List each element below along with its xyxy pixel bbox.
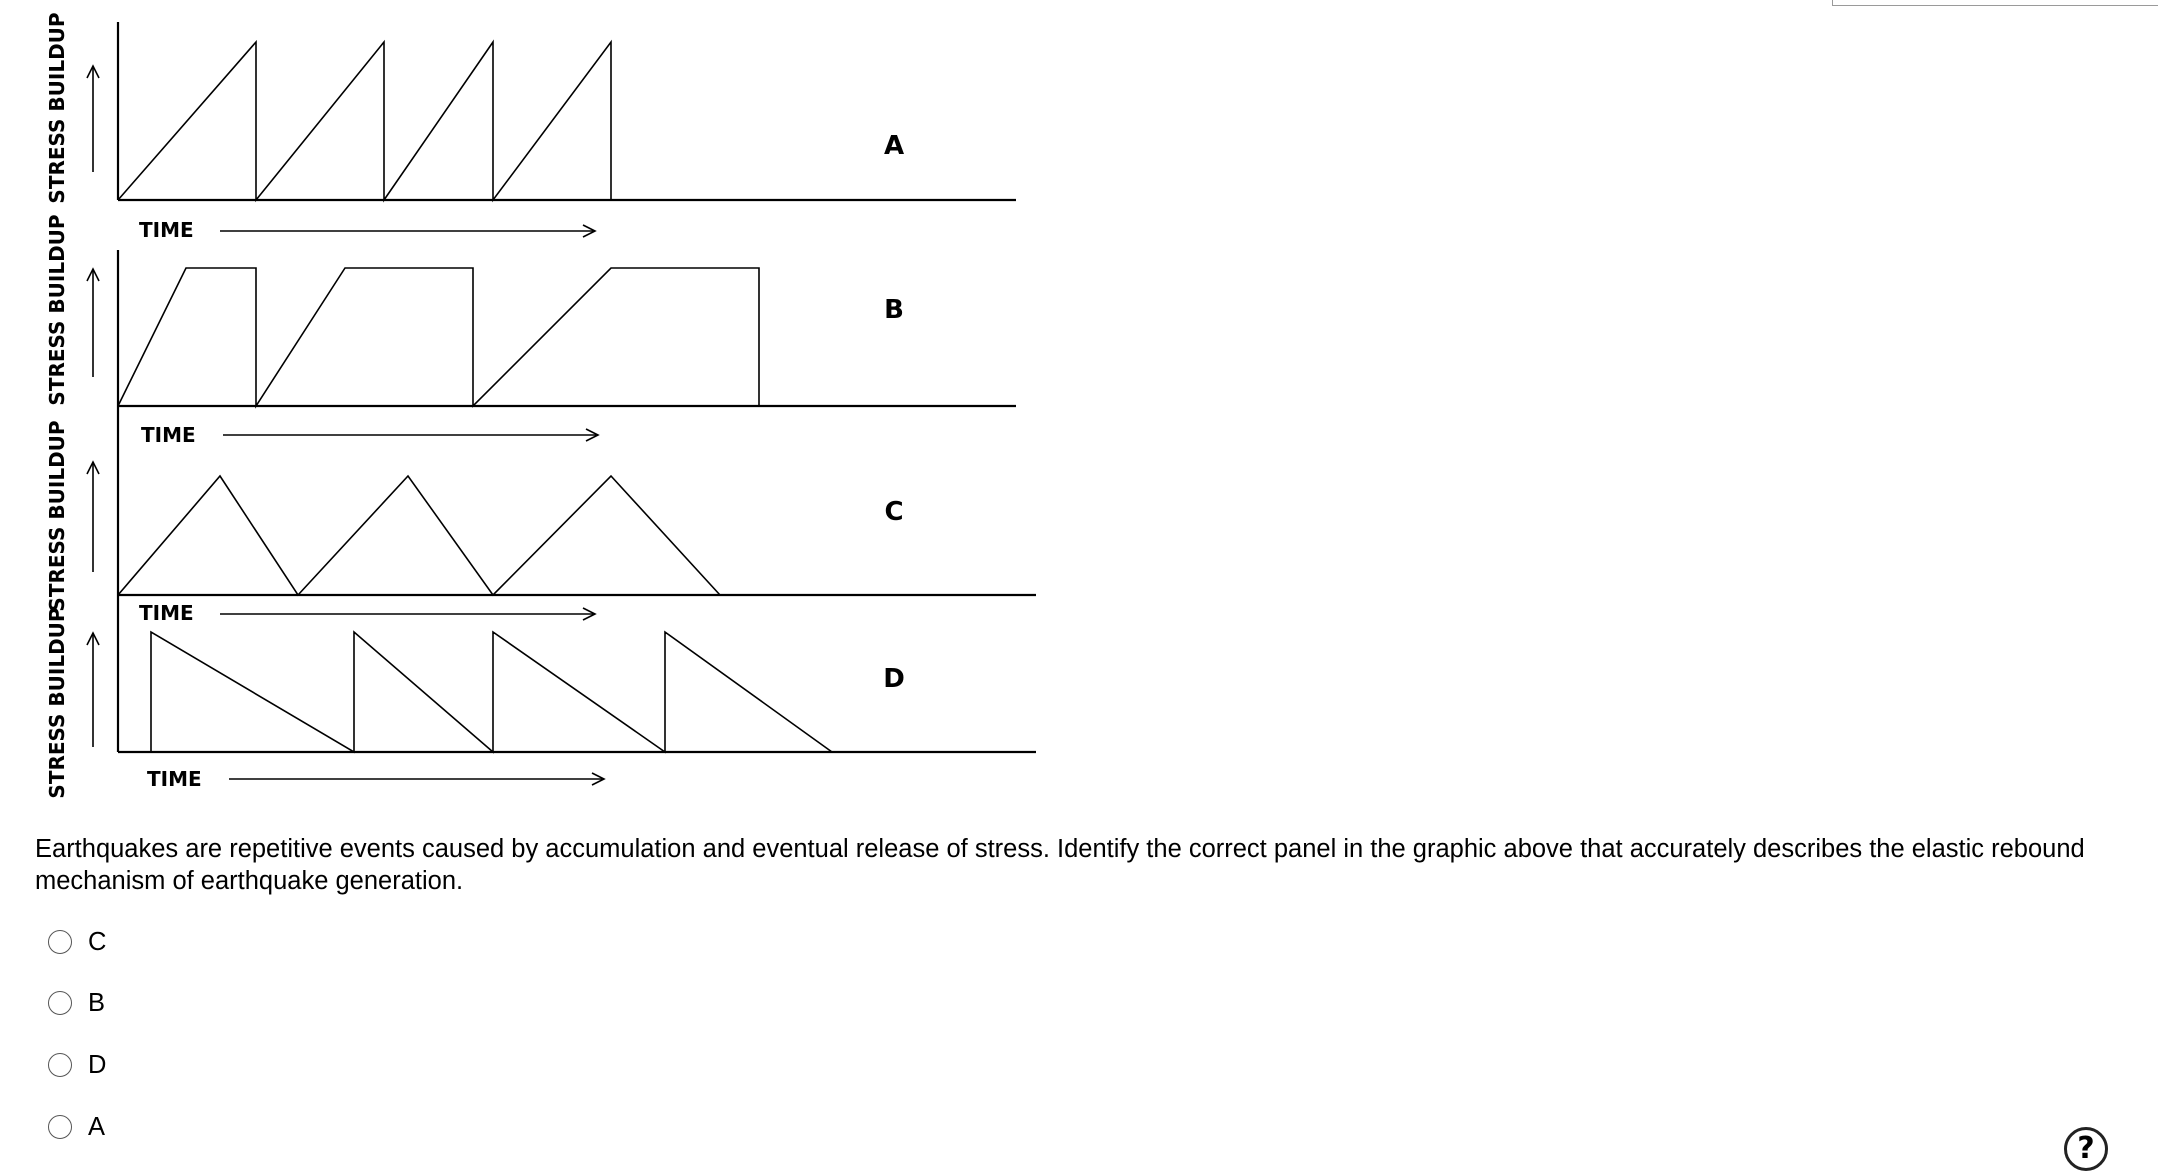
panel-b bbox=[45, 214, 1016, 447]
option-c-label: C bbox=[88, 927, 107, 956]
option-a-label: A bbox=[88, 1112, 106, 1141]
panel-a-xlabel: TIME bbox=[139, 218, 194, 242]
panel-b-letter: B bbox=[884, 295, 904, 325]
option-c[interactable] bbox=[48, 922, 106, 962]
option-d-label: D bbox=[88, 1050, 107, 1079]
option-c-radio[interactable] bbox=[48, 930, 72, 954]
panel-d-ylabel: STRESS BUILDUP bbox=[45, 607, 69, 799]
help-icon[interactable] bbox=[2064, 1127, 2108, 1171]
option-a-radio[interactable] bbox=[48, 1115, 72, 1139]
panel-c-letter: C bbox=[884, 497, 904, 527]
panel-d-curve bbox=[151, 632, 832, 752]
panel-a-curve bbox=[118, 42, 611, 200]
top-right-panel-edge bbox=[1832, 0, 2158, 6]
panel-a-ylabel: STRESS BUILDUP bbox=[45, 12, 69, 204]
panel-b-curve bbox=[118, 268, 759, 406]
panel-d bbox=[45, 595, 1036, 799]
option-d[interactable] bbox=[48, 1045, 106, 1085]
panel-d-xlabel: TIME bbox=[147, 767, 202, 791]
stress-time-figure bbox=[0, 0, 1060, 800]
panel-a-letter: A bbox=[883, 131, 905, 161]
option-b-label: B bbox=[88, 988, 106, 1017]
option-a[interactable] bbox=[48, 1107, 105, 1147]
panel-d-letter: D bbox=[883, 664, 905, 694]
panel-c-xlabel: TIME bbox=[139, 601, 194, 625]
panel-c-curve bbox=[118, 476, 720, 595]
panel-b-xlabel: TIME bbox=[141, 423, 196, 447]
option-b[interactable] bbox=[48, 983, 105, 1023]
panel-b-ylabel: STRESS BUILDUP bbox=[45, 214, 69, 406]
question-text: Earthquakes are repetitive events caused by accumulation and eventual release of stress. Identify the correct panel in the graphic above that accurately describes the elastic rebound mechanism of earthquake generation. bbox=[35, 835, 2085, 895]
panel-a bbox=[45, 12, 1016, 242]
panel-c-ylabel: STRESS BUILDUP bbox=[45, 420, 69, 612]
help-symbol: ? bbox=[2077, 1131, 2095, 1166]
option-b-radio[interactable] bbox=[48, 991, 72, 1015]
option-d-radio[interactable] bbox=[48, 1053, 72, 1077]
